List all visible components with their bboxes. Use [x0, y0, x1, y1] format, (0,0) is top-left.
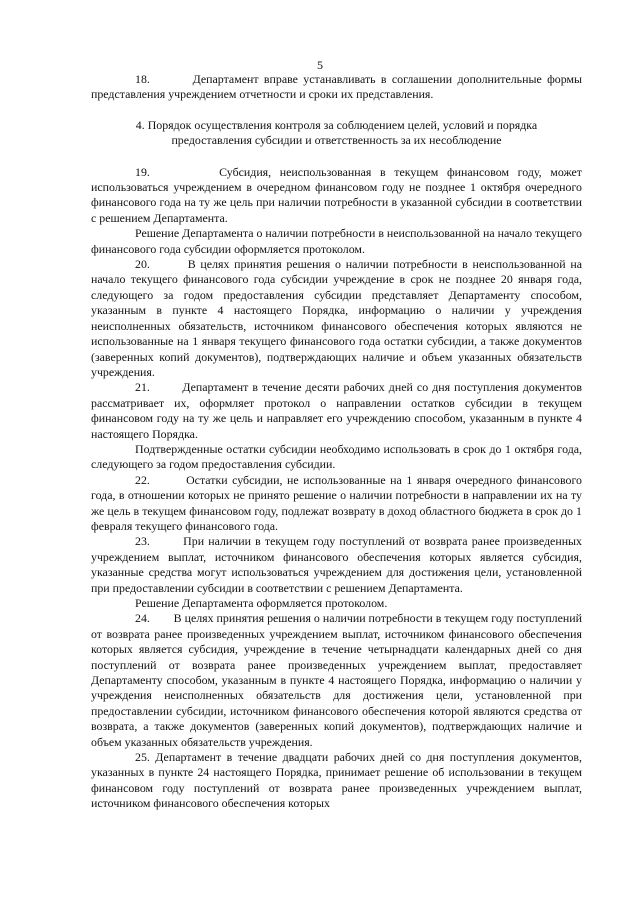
- paragraph-18: 18. Департамент вправе устанавливать в соглашении дополнительные формы представления учреждением отчетности и сроки их представления.: [91, 72, 582, 102]
- paragraph-23-decision: Решение Департамента оформляется протоколом.: [135, 596, 388, 610]
- page-number: 5: [317, 58, 323, 72]
- paragraph-25: 25. Департамент в течение двадцати рабочих дней со дня поступления документов, указанных в пункте 24 настоящего Порядка, принимает решение об использовании в текущем финансовом году поступлений от возврата ранее произведенных учреждением выплат, источником финансового обеспечения которых: [91, 750, 582, 811]
- paragraph-21-remainder: Подтвержденные остатки субсидии необходимо использовать в срок до 1 октября года, следующего за годом предоставления субсидии.: [91, 441, 582, 472]
- paragraph-19-decision: Решение Департамента о наличии потребности в неиспользованной на начало текущего финансового года субсидии оформляется протоколом.: [91, 226, 582, 256]
- paragraph-23: 23. При наличии в текущем году поступлений от возврата ранее произведенных учреждением выплат, источником финансового обеспечения которых является субсидия, указанные средства могут использоваться учреждением для достижения цели, установленной при предоставлении субсидии в соответствии с решением Департамента.: [91, 534, 582, 595]
- document-body: [91, 72, 582, 812]
- paragraph-20: 20. В целях принятия решения о наличии потребности в неиспользованной на начало текущего финансового года субсидии учреждение в срок не позднее 20 января года, следующего за годом предоставления субсидии представляет Департаменту способом, указанным в пункте 4 настоящего Порядка, информацию о наличии у учреждения неисполненных обязательств, источником финансового обеспечения которых являются не использованные на 1 января текущего финансового года остатки субсидии, а также документов (заверенных копий документов), подтверждающих наличие и объем указанных обязательств учреждения.: [91, 257, 582, 379]
- paragraph-22: 22. Остатки субсидии, не использованные на 1 января очередного финансового года, в отношении которых не принято решение о наличии потребности в направлении их на ту же цель в текущем финансовом году, подлежат возврату в доход областного бюджета в срок до 1 февраля текущего финансового года.: [91, 472, 582, 533]
- section-heading: 4. Порядок осуществления контроля за соблюдением целей, условий и порядка предоставления субсидии и ответственность за их несоблюдение: [135, 117, 538, 148]
- paragraph-21: 21. Департамент в течение десяти рабочих дней со дня поступления документов рассматривает их, оформляет протокол о направлении остатков субсидии в текущем финансовом году на ту же цель и направляет его учреждению способом, указанным в пункте 4 настоящего Порядка.: [91, 380, 582, 441]
- paragraph-24: 24. В целях принятия решения о наличии потребности в текущем году поступлений от возврата ранее произведенных учреждением выплат, источником финансового обеспечения которых является субсидия, учреждение в течение четырнадцати календарных дней со дня поступлений от возврата ранее произведенных учреждением выплат, предоставляет Департаменту способом, указанным в пункте 4 настоящего Порядка, информацию о наличии у учреждения неисполненных обязательств для достижения цели, установленной при предоставлении субсидии, источником финансового обеспечения которой являются средства от возврата, а также документов (заверенных копий документов), подтверждающих наличие и объем указанных обязательств учреждения.: [91, 611, 582, 749]
- paragraph-19: 19. Субсидия, неиспользованная в текущем финансовом году, может использоваться учреждением в очередном финансовом году не позднее 1 октября очередного финансового года на ту же цель при наличии потребности в указанной субсидии в соответствии с решением Департамента.: [91, 164, 582, 225]
